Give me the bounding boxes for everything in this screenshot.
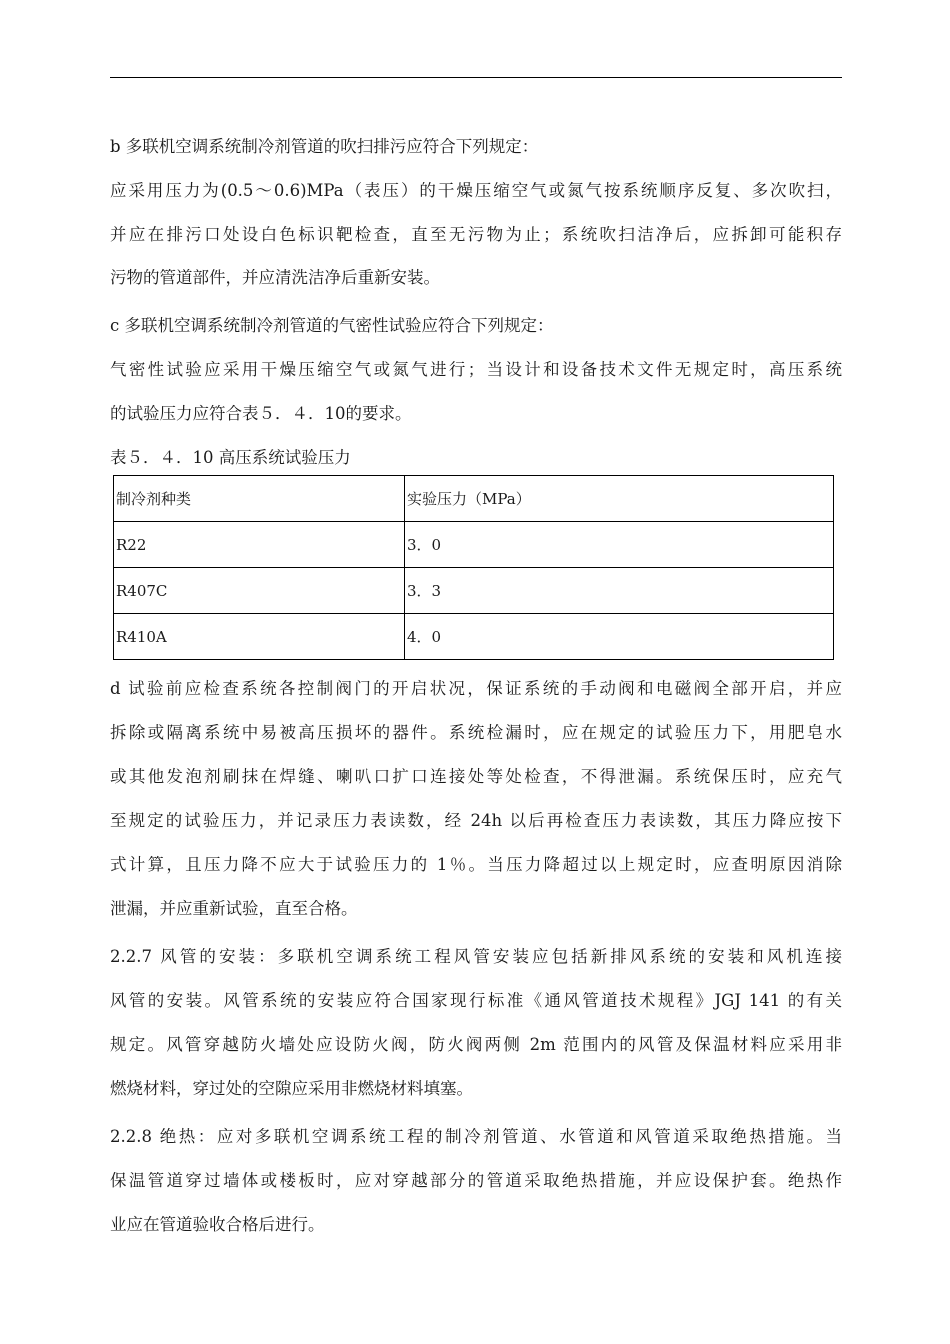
paragraph-b-heading: b 多联机空调系统制冷剂管道的吹扫排污应符合下列规定： — [110, 137, 539, 156]
paragraph-d-line-5: 式计算，且压力降不应大于试验压力的 1％。当压力降超过以上规定时，应查明原因消除 — [110, 855, 842, 874]
table-cell-refrigerant: R410A — [114, 614, 405, 660]
table-cell-refrigerant: R22 — [114, 522, 405, 568]
table-row — [114, 522, 834, 568]
paragraph-b-line-3: 污物的管道部件，并应清洗洁净后重新安装。 — [110, 268, 440, 287]
table-row — [114, 614, 834, 660]
table-header-row — [114, 476, 834, 522]
paragraph-d-line-4: 至规定的试验压力，并记录压力表读数，经 24h 以后再检查压力表读数，其压力降应按下 — [110, 811, 842, 830]
section-228-line-2: 保温管道穿过墙体或楼板时，应对穿越部分的管道采取绝热措施，并应设保护套。绝热作 — [110, 1171, 842, 1190]
paragraph-d-line-6: 泄漏，并应重新试验，直至合格。 — [110, 899, 358, 918]
paragraph-d-line-1: d 试验前应检查系统各控制阀门的开启状况，保证系统的手动阀和电磁阀全部开启，并应 — [110, 679, 842, 698]
header-rule — [110, 77, 842, 78]
table-header-pressure: 实验压力（MPa） — [405, 476, 834, 522]
table-cell-refrigerant: R407C — [114, 568, 405, 614]
section-227-line-2: 风管的安装。风管系统的安装应符合国家现行标准《通风管道技术规程》JGJ 141 的有关 — [110, 991, 842, 1010]
table-header-refrigerant: 制冷剂种类 — [114, 476, 405, 522]
section-227-line-3: 规定。风管穿越防火墙处应设防火阀，防火阀两侧 2m 范围内的风管及保温材料应采用非 — [110, 1035, 842, 1054]
paragraph-c-line-1: 气密性试验应采用干燥压缩空气或氮气进行；当设计和设备技术文件无规定时，高压系统 — [110, 360, 842, 379]
paragraph-d-line-2: 拆除或隔离系统中易被高压损坏的器件。系统检漏时，应在规定的试验压力下，用肥皂水 — [110, 723, 842, 742]
table-row — [114, 568, 834, 614]
table-cell-pressure: 3．3 — [405, 568, 834, 614]
paragraph-c-heading: c 多联机空调系统制冷剂管道的气密性试验应符合下列规定： — [110, 316, 554, 335]
section-228-line-3: 业应在管道验收合格后进行。 — [110, 1215, 325, 1234]
paragraph-b-line-2: 并应在排污口处设白色标识靶检查，直至无污物为止；系统吹扫洁净后，应拆卸可能积存 — [110, 225, 842, 244]
table-cell-pressure: 3．0 — [405, 522, 834, 568]
paragraph-c-line-2: 的试验压力应符合表５．４．10的要求。 — [110, 404, 412, 423]
table-cell-pressure: 4．0 — [405, 614, 834, 660]
section-227-line-1: 2.2.7 风管的安装：多联机空调系统工程风管安装应包括新排风系统的安装和风机连接 — [110, 947, 842, 966]
section-227-line-4: 燃烧材料，穿过处的空隙应采用非燃烧材料填塞。 — [110, 1079, 473, 1098]
table-caption: 表５．４．10 高压系统试验压力 — [110, 448, 351, 467]
paragraph-d-line-3: 或其他发泡剂刷抹在焊缝、喇叭口扩口连接处等处检查，不得泄漏。系统保压时，应充气 — [110, 767, 842, 786]
pressure-table — [113, 475, 834, 660]
paragraph-b-line-1: 应采用压力为(0.5～0.6)MPa（表压）的干燥压缩空气或氮气按系统顺序反复、多次吹扫， — [110, 181, 842, 200]
section-228-line-1: 2.2.8 绝热：应对多联机空调系统工程的制冷剂管道、水管道和风管道采取绝热措施。当 — [110, 1127, 842, 1146]
